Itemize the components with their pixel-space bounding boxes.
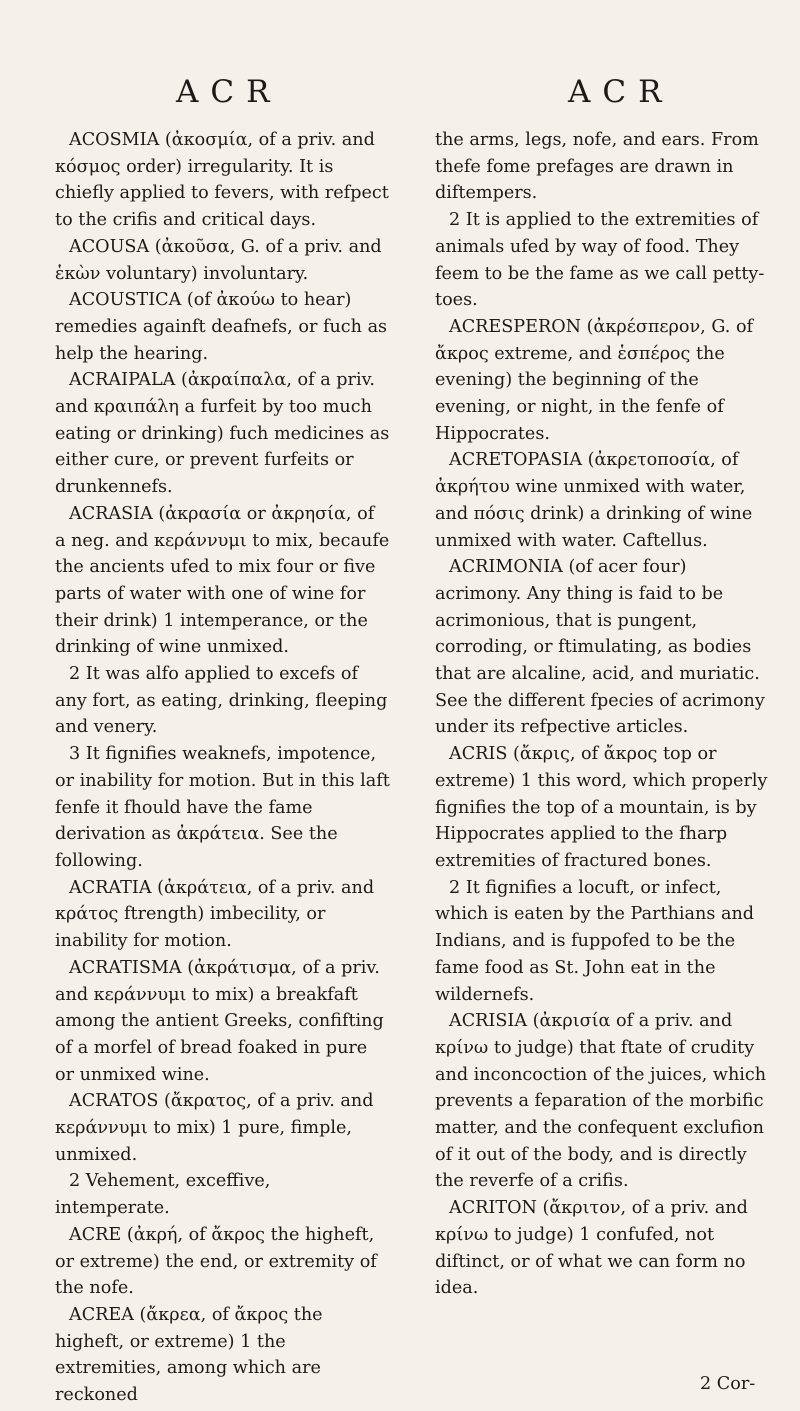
entry-acris: ACRIS (ἄκρις, of ἄκρος top or extreme) 1 this word, which properly fignifies the top of a mountain, is by Hippocrates applied to the fharp extremities of fractured bones. xyxy=(435,744,768,871)
entry-acrimonia: ACRIMONIA (of acer four) acrimony. Any thing is faid to be acrimonious, that is pungent, corroding, or ftimulating, as bodies that are alcaline, acid, and muriatic. See the different fpecies of acrimony under its refpective articles. xyxy=(435,557,765,738)
catchword: 2 Cor- xyxy=(700,1374,756,1394)
entry-acratos-sense-2: 2 Vehement, exceffive, intemperate. xyxy=(55,1171,271,1219)
entry-acratia: ACRATIA (ἀκράτεια, of a priv. and κράτος ftrength) imbecility, or inability for motion. xyxy=(55,877,375,952)
entry-acrasia-sense-2: 2 It was alfo applied to excefs of any fort, as eating, drinking, fleeping and venery. xyxy=(55,664,388,738)
entry-acrasia: ACRASIA (ἀκρασία or ἀκρησία, of a neg. and κεράννυμι to mix, becaufe the ancients ufed to mix four or five parts of water with one of wine for their drink) 1 intemperance, or the drinking of wine unmixed. xyxy=(55,503,390,658)
running-header-right: ACR xyxy=(568,74,674,110)
entry-acrea-sense-2: 2 It is applied to the extremities of animals ufed by way of food. They feem to be the fame as we call petty-toes. xyxy=(435,210,765,311)
entry-acratisma: ACRATISMA (ἀκράτισμα, of a priv. and κεράννυμι to mix) a breakfaft among the antient Greeks, confifting of a morfel of bread foaked in pure or unmixed wine. xyxy=(55,957,384,1085)
right-column xyxy=(435,127,770,1302)
entry-acrisia: ACRISIA (ἀκρισία of a priv. and κρίνω to judge) that ftate of crudity and inconcoction of the juices, which prevents a feparation of the morbific matter, and the confequent exclufion of it out of the body, and is directly the reverfe of a crifis. xyxy=(435,1011,767,1192)
entry-acre: ACRE (ἀκρή, of ἄκρος the higheft, or extreme) the end, or extremity of the nofe. xyxy=(55,1224,377,1299)
entry-acrea: ACREA (ἄκρεα, of ἄκρος the higheft, or extreme) 1 the extremities, among which are reckoned xyxy=(55,1304,323,1406)
entry-acratos: ACRATOS (ἄκρατος, of a priv. and κεράννυμι to mix) 1 pure, fimple, unmixed. xyxy=(55,1091,374,1165)
entry-acousa: ACOUSA (ἀκοῦσα, G. of a priv. and ἑκὼν voluntary) involuntary. xyxy=(55,236,382,284)
entry-acoustica: ACOUSTICA (of ἀκούω to hear) remedies againft deafnefs, or fuch as help the hearing. xyxy=(55,290,388,364)
entry-acris-sense-2: 2 It fignifies a locuft, or infect, which is eaten by the Parthians and Indians, and is fuppofed to be the fame food as St. John eat in the wildernefs. xyxy=(435,877,755,1005)
entry-acrasia-sense-3: 3 It fignifies weaknefs, impotence, or inability for motion. But in this laft fenfe it fhould have the fame derivation as ἀκράτεια. See the following. xyxy=(55,744,390,871)
entry-acosmia: ACOSMIA (ἀκοσμία, of a priv. and κόσμος order) irregularity. It is chiefly applied to fevers, with refpect to the crifis and critical days. xyxy=(55,130,389,231)
left-column xyxy=(55,127,390,1409)
entry-acriton: ACRITON (ἄκριτον, of a priv. and κρίνω to judge) 1 confufed, not diftinct, or of what we can form no idea. xyxy=(435,1198,748,1299)
entry-acretopasia: ACRETOPASIA (ἀκρετοποσία, of ἀκρήτου wine unmixed with water, and πόσις drink) a drinking of wine unmixed with water. Caftellus. xyxy=(435,450,753,551)
entry-acraipala: ACRAIPALA (ἀκραίπαλα, of a priv. and κραιπάλη a furfeit by too much eating or drinking) fuch medicines as either cure, or prevent furfeits or drunkennefs. xyxy=(55,370,390,498)
entry-acrea-continued: the arms, legs, nofe, and ears. From thefe fome prefages are drawn in diftempers. xyxy=(435,130,759,204)
entry-acresperon: ACRESPERON (ἀκρέσπερον, G. of ἄκρος extreme, and ἑσπέρος the evening) the beginning of the evening, or night, in the fenfe of Hippocrates. xyxy=(435,316,754,444)
running-header-left: ACR xyxy=(176,74,282,110)
